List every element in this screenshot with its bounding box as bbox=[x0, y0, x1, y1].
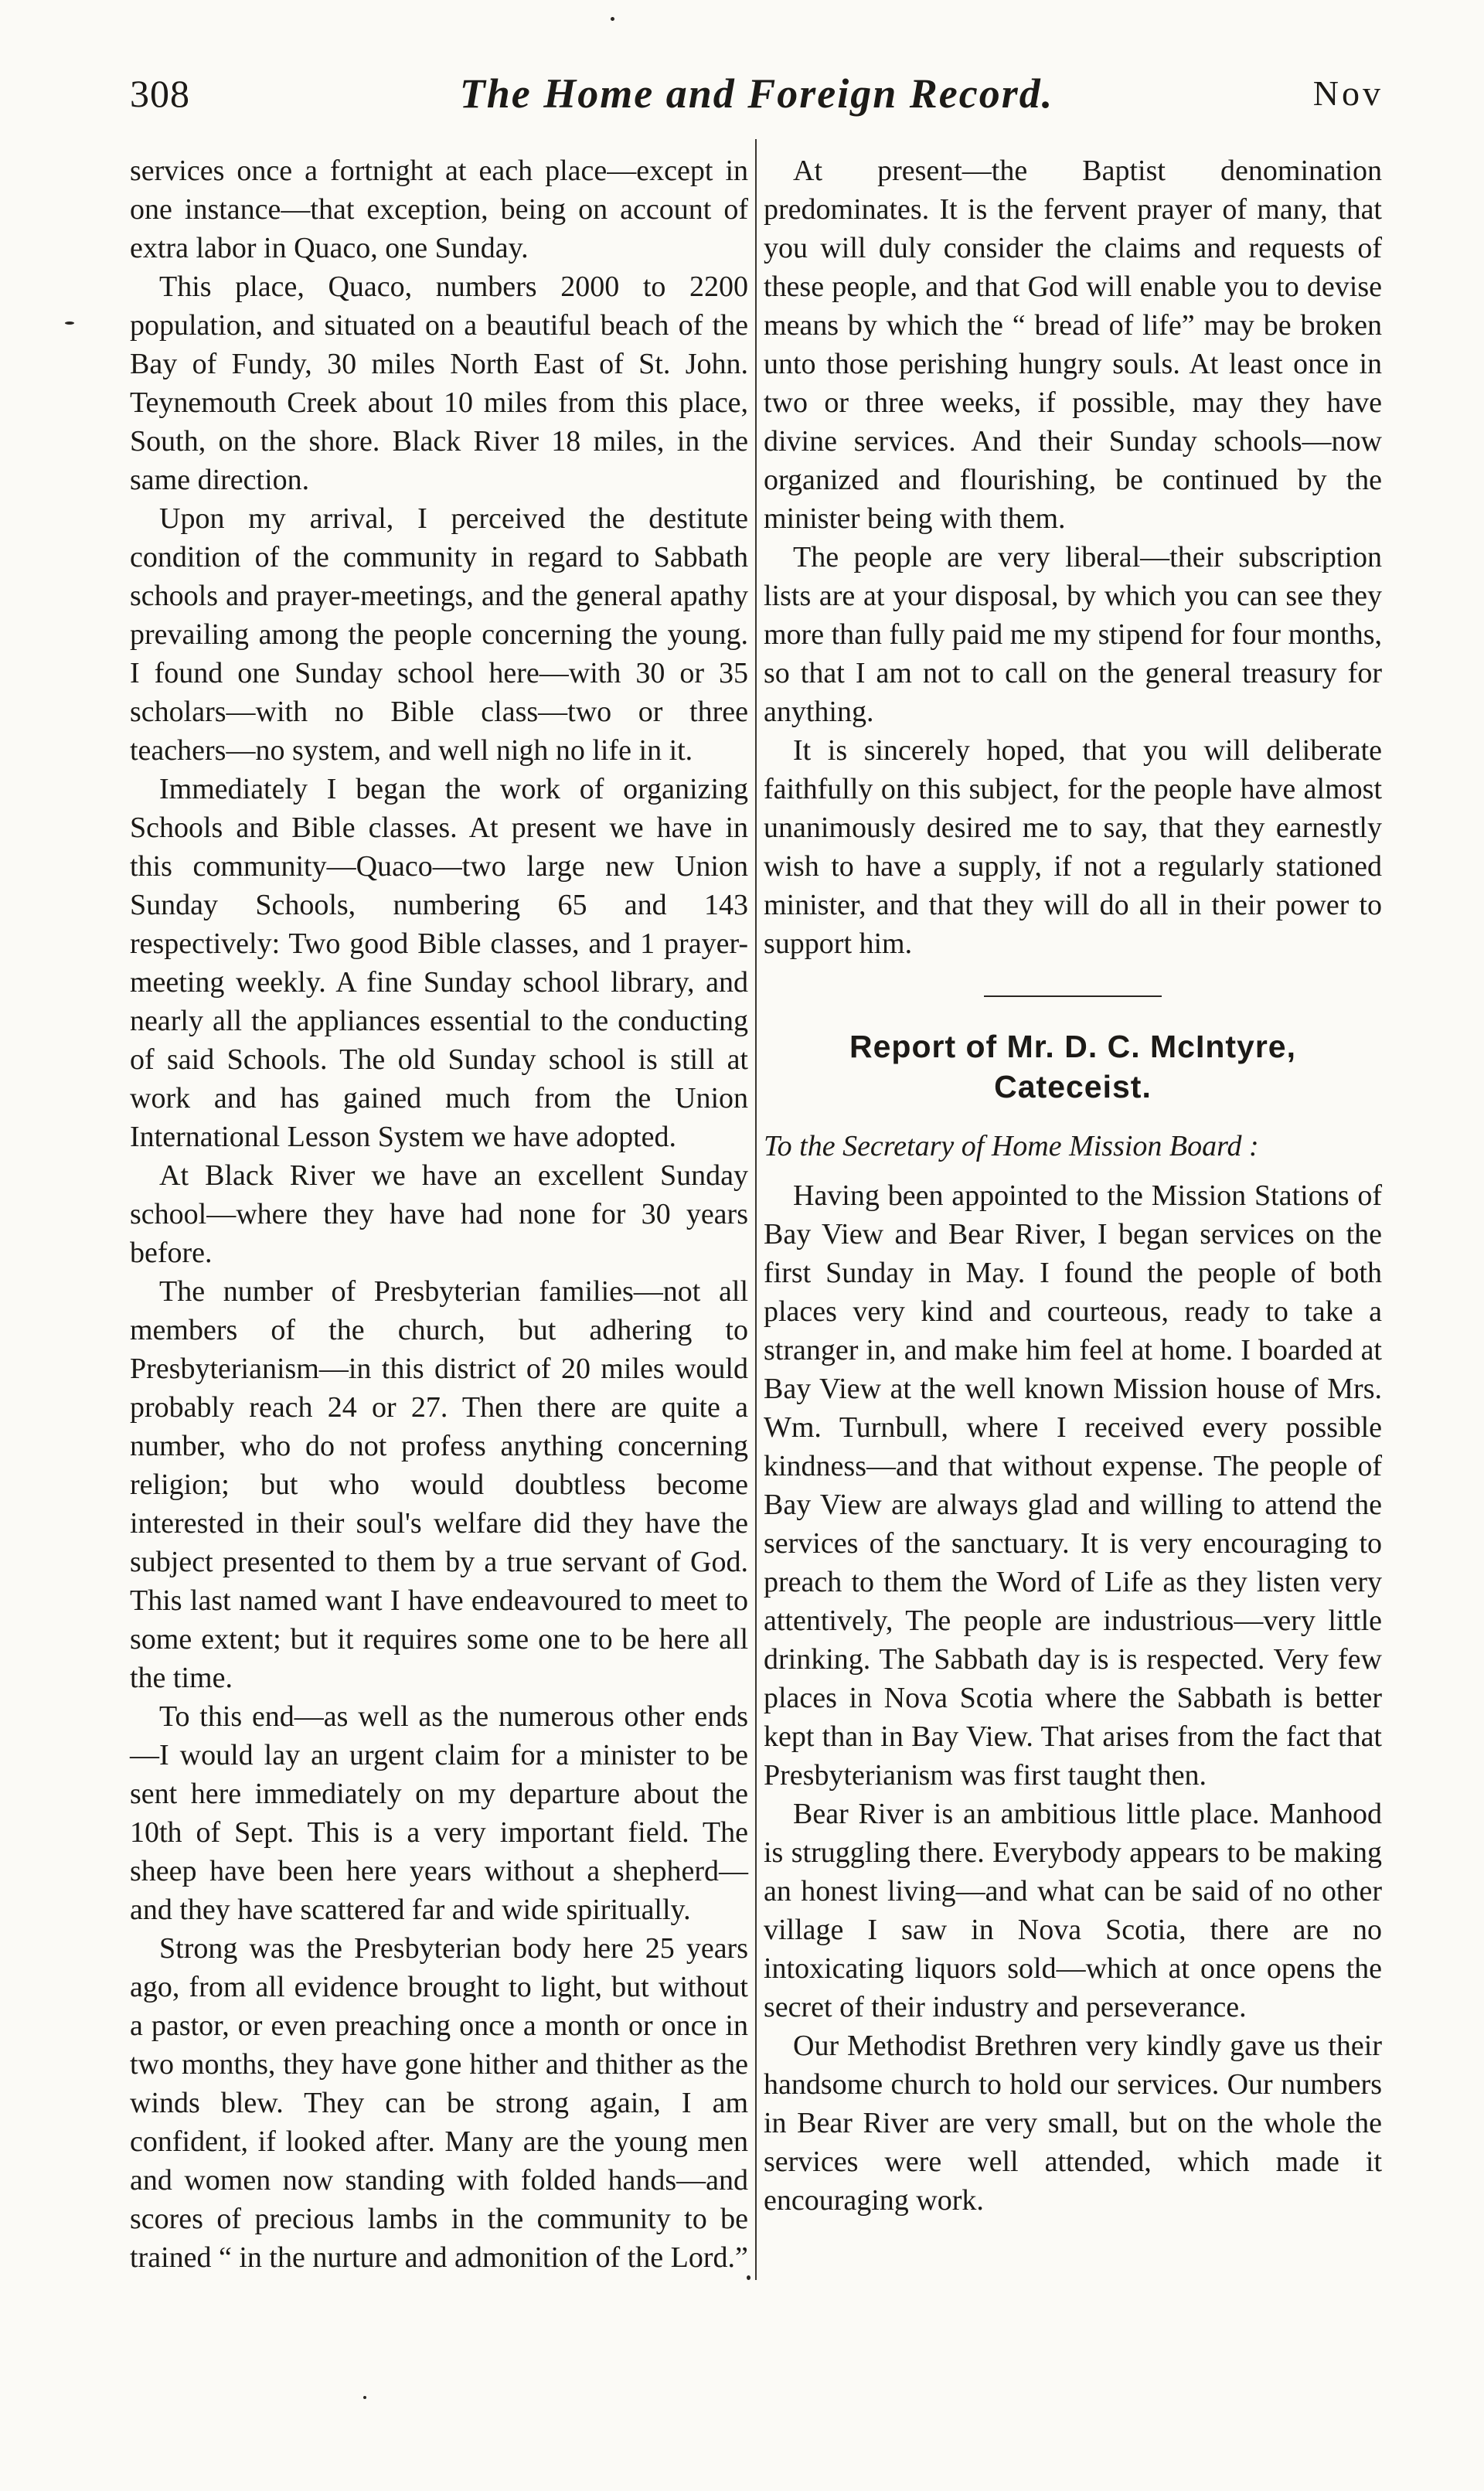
paragraph: It is sincerely hoped, that you will deliberate faithfully on this subject, for the people have almost unanimously desired me to say, that they earnestly wish to have a supply, if not a regularly stationed minister, and that they will do all in their power to support him. bbox=[764, 734, 1382, 960]
paragraph: Immediately I began the work of organizing Schools and Bible classes. At present we have in this community—Quaco—two large new Union Sunday Schools, numbering 65 and 143 respectively: Two good Bible classes, and 1 prayer-meeting weekly. A fine Sunday school library, and nearly all the appliances essential to the conducting of said Schools. The old Sunday school is still at work and has gained much from the Union International Lesson System we have adopted. bbox=[130, 773, 748, 1153]
paragraph: Having been appointed to the Mission Stations of Bay View and Bear River, I began services on the first Sunday in May. I found the people of both places very kind and courteous, ready to take a stranger in, and make him feel at home. I boarded at Bay View at the well known Mission house of Mrs. Wm. Turnbull, where I received every possible kindness—and that without expense. The people of Bay View are always glad and willing to attend the services of the sanctuary. It is very encouraging to preach to them the Word of Life as they listen very attentively, The people are industrious—very little drinking. The Sabbath day is is respected. Very few places in Nova Scotia where the Sabbath is better kept than in Bay View. That arises from the fact that Presbyterianism was first taught then. bbox=[764, 1179, 1382, 1792]
month-label: Nov bbox=[1312, 73, 1384, 113]
paragraph: The people are very liberal—their subscription lists are at your disposal, by which you can see they more than fully paid me my stipend for four months, so that I am not to call on the general treasury for anything. bbox=[764, 541, 1382, 728]
page-number: 308 bbox=[130, 72, 190, 115]
right-column bbox=[764, 151, 1382, 2220]
paragraph: Upon my arrival, I perceived the destitute condition of the community in regard to Sabbath schools and prayer-meetings, and the general apathy prevailing among the people concerning the young. I found one Sunday school here—with 30 or 35 scholars—with no Bible class—two or three teachers—no system, and well nigh no life in it. bbox=[130, 502, 748, 767]
salutation: To the Secretary of Home Mission Board : bbox=[764, 1130, 1259, 1162]
ink-speck bbox=[747, 2275, 751, 2280]
paragraph: services once a fortnight at each place—except in one instance—that exception, being on account of extra labor in Quaco, one Sunday. bbox=[130, 155, 748, 264]
ink-speck bbox=[363, 2396, 366, 2399]
ink-speck bbox=[611, 17, 614, 21]
left-column bbox=[130, 151, 748, 2277]
column-divider bbox=[755, 139, 757, 2280]
paragraph: Bear River is an ambitious little place. Manhood is struggling there. Everybody appears to be making an honest living—and what can be said of no other village I saw in Nova Scotia, there are no intoxicating liquors sold—which at once opens the secret of their industry and perseverance. bbox=[764, 1798, 1382, 2023]
paragraph: At present—the Baptist denomination predominates. It is the fervent prayer of many, that you will duly consider the claims and requests of these people, and that God will enable you to devise means by which the “ bread of life” may be broken unto those perishing hungry souls. At least once in two or three weeks, if possible, may they have divine services. And their Sunday schools—now organized and flourishing, be continued by the minister being with them. bbox=[764, 155, 1382, 535]
paragraph: This place, Quaco, numbers 2000 to 2200 population, and situated on a beautiful beach of the Bay of Fundy, 30 miles North East of St. John. Teynemouth Creek about 10 miles from this place, South, on the shore. Black River 18 miles, in the same direction. bbox=[130, 271, 748, 496]
report-heading-line: Report of Mr. D. C. McIntyre, bbox=[849, 1029, 1296, 1064]
journal-title: The Home and Foreign Record. bbox=[459, 70, 1054, 117]
ink-speck bbox=[65, 322, 74, 325]
paragraph: At Black River we have an excellent Sunday school—where they have had none for 30 years before. bbox=[130, 1159, 748, 1269]
running-header bbox=[130, 68, 1384, 138]
paragraph: To this end—as well as the numerous other ends—I would lay an urgent claim for a minister to be sent here immediately on my departure about the 10th of Sept. This is a very important field. The sheep have been here years without a shepherd—and they have scattered far and wide spiritually. bbox=[130, 1700, 748, 1926]
paragraph: Our Methodist Brethren very kindly gave us their handsome church to hold our services. Our numbers in Bear River are very small, but on the whole the services were well attended, which made it encouraging work. bbox=[764, 2030, 1382, 2217]
report-heading bbox=[764, 1026, 1382, 1107]
paragraph: Strong was the Presbyterian body here 25 years ago, from all evidence brought to light, but without a pastor, or even preaching once a month or once in two months, they have gone hither and thither as the winds blew. They can be strong again, I am confident, if looked after. Many are the young men and women now standing with folded hands—and scores of precious lambs in the community to be trained “ in the nurture and admonition of the Lord.” bbox=[130, 1932, 748, 2274]
section-rule bbox=[984, 995, 1162, 997]
paragraph: The number of Presbyterian families—not all members of the church, but adhering to Presbyterianism—in this district of 20 miles would probably reach 24 or 27. Then there are quite a number, who do not profess anything concerning religion; but who would doubtless become interested in their soul's welfare did they have the subject presented to them by a true servant of God. This last named want I have endeavoured to meet to some extent; but it requires some one to be here all the time. bbox=[130, 1275, 748, 1694]
report-heading-line: Cateceist. bbox=[994, 1069, 1152, 1104]
